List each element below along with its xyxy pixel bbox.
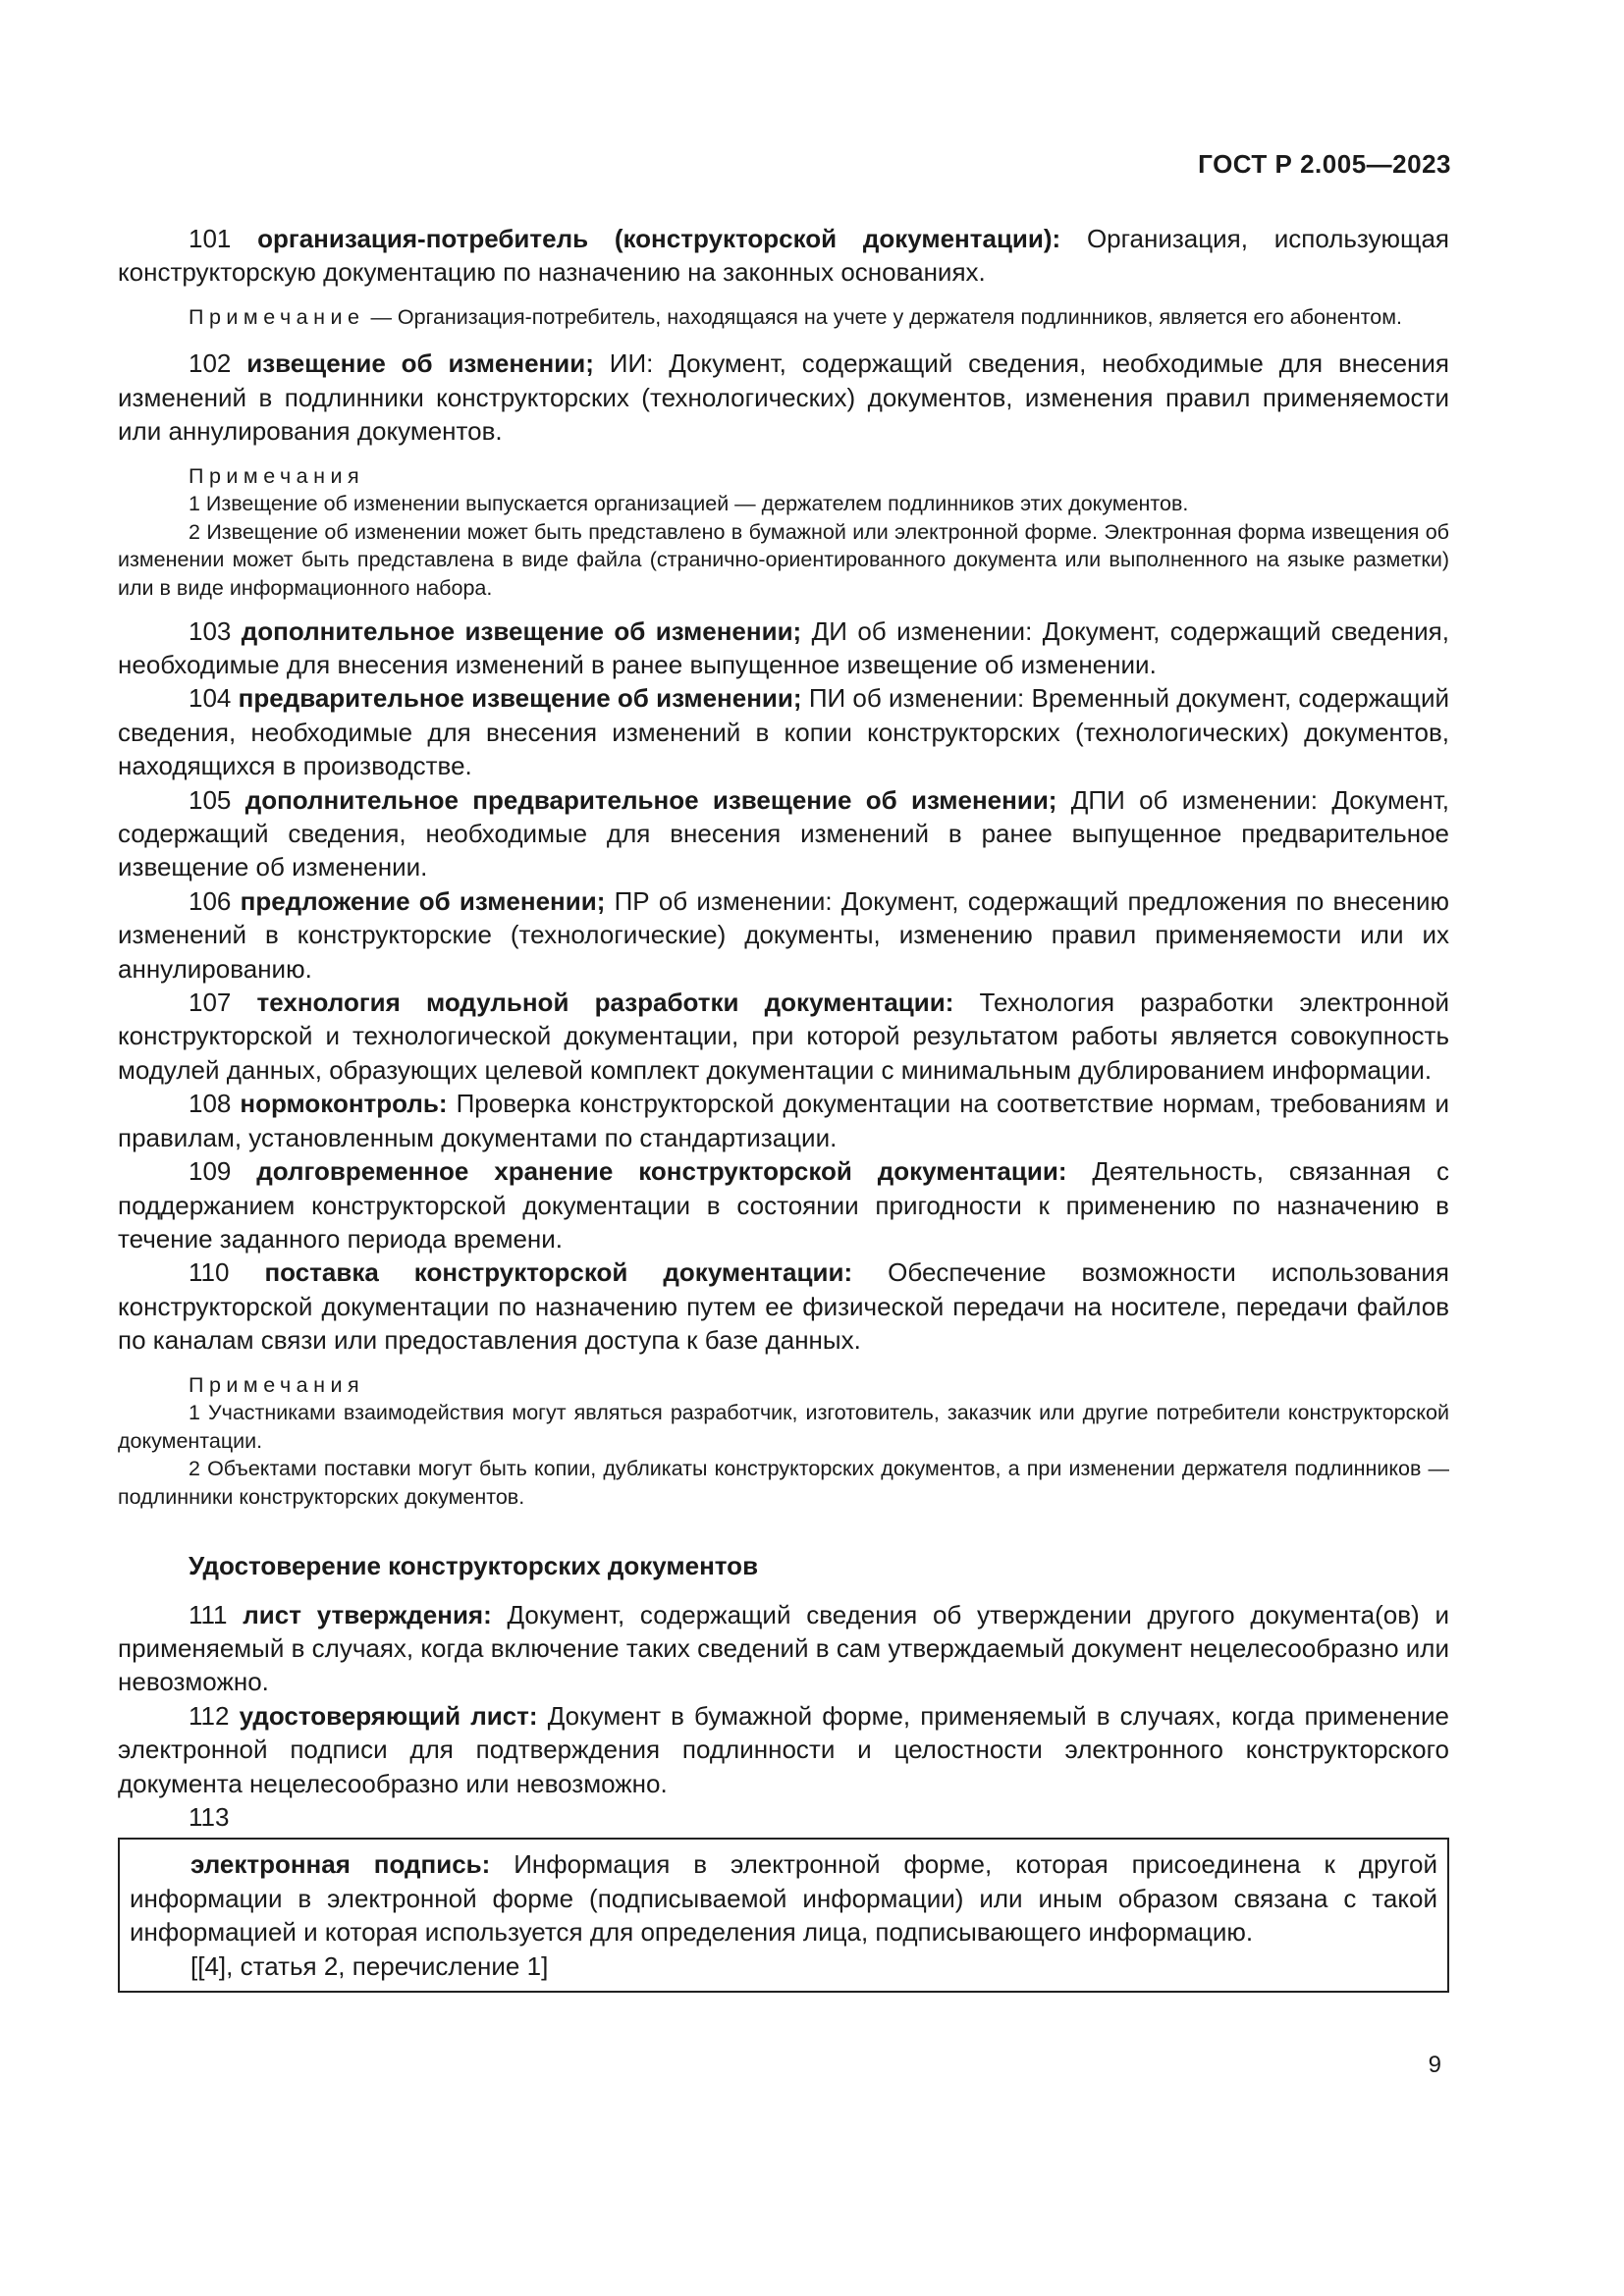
term-name: поставка конструкторской документации: <box>264 1257 853 1288</box>
note-item: 2 Объектами поставки могут быть копии, дубликаты конструкторских документов, а при изменении держателя подлинников — подлинники конструкторских документов. <box>118 1457 1449 1509</box>
term-number: 107 <box>189 988 232 1018</box>
note-item: 2 Извещение об изменении может быть представлено в бумажной или электронной форме. Электронная форма извещения об изменении может быть представлена в виде файла (странично-ориентированного документа или выполненного на языке разметки) или в виде информационного набора. <box>118 519 1449 600</box>
term-name: лист утверждения: <box>243 1599 492 1629</box>
term-number: 111 <box>189 1599 228 1629</box>
term-source-reference: [[4], статья 2, перечисление 1] <box>190 1950 549 1981</box>
section-title: Удостоверение конструкторских документов <box>189 1550 759 1580</box>
term-number: 102 <box>189 348 232 379</box>
term-name: предложение об изменении; <box>240 885 606 916</box>
document-body <box>118 222 1449 1993</box>
term-name: нормоконтроль: <box>240 1089 448 1119</box>
term-113-number: 113 <box>189 1801 230 1832</box>
term-definition: ИИ: Документ, содержащий сведения, необходимые для внесения изменений в подлинники конструкторских (технологических) документов, изменения правил применяемости или аннулирования документов. <box>118 348 1449 447</box>
term-definition: ДИ об изменении: Документ, содержащий сведения, необходимые для внесения изменений в ранее выпущенное извещение об изменении. <box>118 615 1449 679</box>
notes-label: Примечания <box>189 463 365 488</box>
term-number: 103 <box>189 615 232 646</box>
notes-label: Примечания <box>189 1372 365 1397</box>
term-number: 101 <box>189 224 232 253</box>
term-103 <box>118 614 1449 682</box>
term-definition: Проверка конструкторской документации на соответствие нормам, требованиям и правилам, установленным документами по стандартизации. <box>118 1089 1449 1152</box>
term-112 <box>118 1699 1449 1800</box>
term-number: 106 <box>189 885 232 916</box>
note-101 <box>118 303 1449 332</box>
term-113 <box>130 1847 1437 1949</box>
term-number: 112 <box>189 1700 230 1731</box>
term-number: 104 <box>189 683 232 714</box>
term-106 <box>118 884 1449 986</box>
term-101 <box>118 222 1449 290</box>
document-code-header: ГОСТ Р 2.005—2023 <box>1198 149 1451 179</box>
note-item: 1 Участниками взаимодействия могут являться разработчик, изготовитель, заказчик или другие потребители конструкторской документации. <box>118 1401 1449 1453</box>
term-name: технология модульной разработки документации: <box>256 988 954 1018</box>
note-label: Примечание <box>189 304 365 329</box>
note-item: 1 Извещение об изменении выпускается организацией — держателем подлинников этих документов. <box>189 492 1189 516</box>
term-definition: Обеспечение возможности использования конструкторской документации по назначению путем ее физической передачи на носителе, передачи файлов по каналам связи или предоставления доступа к базе данных. <box>118 1257 1449 1356</box>
term-name: дополнительное извещение об изменении; <box>241 615 802 646</box>
term-107 <box>118 986 1449 1087</box>
term-definition: ПР об изменении: Документ, содержащий предложения по внесению изменений в конструкторские (технологические) документы, изменению правил применяемости или их аннулированию. <box>118 885 1449 984</box>
notes-102 <box>118 462 1449 603</box>
term-111 <box>118 1598 1449 1699</box>
notes-110 <box>118 1371 1449 1512</box>
term-number: 108 <box>189 1089 232 1119</box>
term-definition: Документ в бумажной форме, применяемый в случаях, когда применение электронной подписи для подтверждения подлинности и целостности электронного конструкторского документа нецелесообразно или невозможно. <box>118 1700 1449 1798</box>
term-number: 110 <box>189 1257 230 1288</box>
term-105 <box>118 783 1449 884</box>
term-definition: ДПИ об изменении: Документ, содержащий сведения, необходимые для внесения изменений в ранее выпущенное предварительное извещение об изменении. <box>118 784 1449 882</box>
term-104 <box>118 681 1449 782</box>
term-definition: Организация, использующая конструкторскую документацию по назначению на законных основаниях. <box>118 224 1449 288</box>
term-name: предварительное извещение об изменении; <box>238 683 802 714</box>
term-definition: Деятельность, связанная с поддержанием конструкторской документации в состоянии пригодности к применению по назначению в течение заданного периода времени. <box>118 1156 1449 1254</box>
term-definition: ПИ об изменении: Временный документ, содержащий сведения, необходимые для внесения изменений в копии конструкторских (технологических) документов, находящихся в производстве. <box>118 683 1449 781</box>
term-number: 105 <box>189 784 232 815</box>
term-name: организация-потребитель (конструкторской документации): <box>257 224 1061 253</box>
term-108 <box>118 1087 1449 1154</box>
page-number: 9 <box>1428 2052 1441 2078</box>
term-name: извещение об изменении; <box>246 348 594 379</box>
term-110 <box>118 1255 1449 1357</box>
term-definition: Информация в электронной форме, которая присоединена к другой информации в электронной форме (подписываемой информации) или иным образом связана с такой информацией и которая используется для определения лица, подписывающего информацию. <box>130 1849 1438 1948</box>
term-name: удостоверяющий лист: <box>239 1700 538 1731</box>
term-definition: Документ, содержащий сведения об утверждении другого документа(ов) и применяемый в случаях, когда включение таких сведений в сам утверждаемый документ нецелесообразно или невозможно. <box>118 1599 1449 1697</box>
term-109 <box>118 1154 1449 1255</box>
term-definition: Технология разработки электронной конструкторской и технологической документации, при которой результатом работы является совокупность модулей данных, образующих целевой комплект документации с минимальным дублированием информации. <box>118 988 1449 1085</box>
term-name: дополнительное предварительное извещение об изменении; <box>244 784 1057 815</box>
term-number: 109 <box>189 1156 232 1187</box>
note-text: — Организация-потребитель, находящаяся на учете у держателя подлинников, является его абонентом. <box>370 304 1402 329</box>
term-name: долговременное хранение конструкторской документации: <box>256 1156 1067 1187</box>
term-113-box <box>118 1838 1449 1993</box>
term-name: электронная подпись: <box>190 1849 491 1880</box>
term-102 <box>118 347 1449 448</box>
